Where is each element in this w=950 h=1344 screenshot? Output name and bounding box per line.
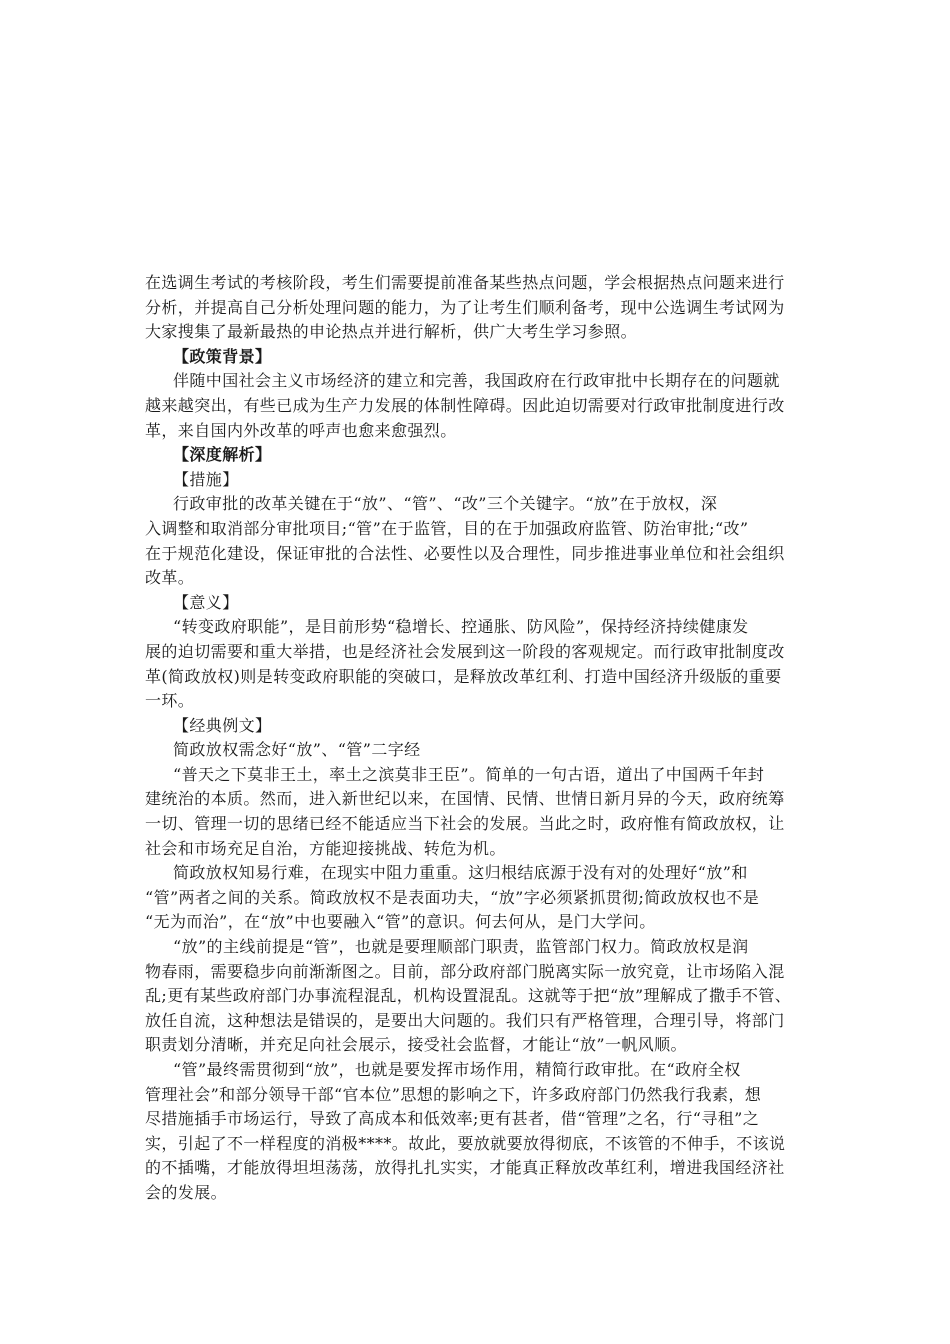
text-line: 革(简政放权)则是转变政府职能的突破口，是释放改革红利、打造中国经济升级版的重要 [145, 666, 782, 686]
text-line: 分析，并提高自己分析处理问题的能力，为了让考生们顺利备考，现中公选调生考试网为 [145, 297, 785, 317]
text-line: 伴随中国社会主义市场经济的建立和完善，我国政府在行政审批中长期存在的问题就 [173, 371, 780, 391]
text-line: 职责划分清晰，并充足向社会展示，接受社会监督，才能让“放”一帆风顺。 [145, 1035, 687, 1055]
text-line: 实，引起了不一样程度的消极****。故此，要放就要放得彻底，不该管的不伸手，不该说 [145, 1133, 786, 1153]
text-line: 会的发展。 [145, 1182, 228, 1202]
text-line: 社会和市场充足自治，方能迎接挑战、转危为机。 [145, 838, 506, 858]
text-line: 大家搜集了最新最热的申论热点并进行解析，供广大考生学习参照。 [145, 322, 638, 342]
text-line: 一环。 [145, 691, 195, 711]
text-line: 管理社会”和部分领导干部“官本位”思想的影响之下，许多政府部门仍然我行我素，想 [145, 1084, 762, 1104]
text-line: “无为而治”，在“放”中也要融入“管”的意识。何去何从，是门大学问。 [145, 912, 656, 932]
text-line: 建统治的本质。然而，进入新世纪以来，在国情、民情、世情日新月异的今天，政府统筹 [145, 789, 785, 809]
text-line: “管”两者之间的关系。简政放权不是表面功夫，“放”字必须紧抓贯彻;简政放权也不是 [145, 887, 760, 907]
text-line: 【措施】 [173, 469, 239, 489]
text-line: 的不插嘴，才能放得坦坦荡荡，放得扎扎实实，才能真正释放改革红利，增进我国经济社 [145, 1158, 785, 1178]
text-line: 在选调生考试的考核阶段，考生们需要提前准备某些热点问题，学会根据热点问题来进行 [145, 273, 785, 292]
text-line: “普天之下莫非王土，率土之滨莫非王臣”。简单的一句古语，道出了中国两千年封 [173, 764, 765, 784]
text-line: 尽措施插手市场运行，导致了高成本和低效率;更有甚者，借“管理”之名，行“寻租”之 [145, 1109, 760, 1129]
text-line: 物春雨，需要稳步向前渐渐图之。目前，部分政府部门脱离实际一放究竟，让市场陷入混 [145, 961, 785, 981]
section-heading: 【政策背景】 [173, 346, 272, 366]
text-line: 简政放权知易行难，在现实中阻力重重。这归根结底源于没有对的处理好“放”和 [173, 863, 748, 883]
text-line: “管”最终需贯彻到“放”，也就是要发挥市场作用，精简行政审批。在“政府全权 [173, 1060, 741, 1079]
text-line: 入调整和取消部分审批项目;“管”在于监管，目的在于加强政府监管、防治审批;“改” [145, 518, 749, 538]
document-body [145, 271, 810, 1206]
text-line: 行政审批的改革关键在于“放”、“管”、“改”三个关键字。“放”在于放权，深 [173, 494, 718, 514]
text-line: 【意义】 [173, 592, 239, 612]
text-line: 展的迫切需要和重大举措，也是经济社会发展到这一阶段的客观规定。而行政审批制度改 [145, 641, 785, 661]
text-line: 越来越突出，有些已成为生产力发展的体制性障碍。因此迫切需要对行政审批制度进行改 [145, 395, 785, 415]
text-line: “转变政府职能”，是目前形势“稳增长、控通胀、防风险”，保持经济持续健康发 [173, 617, 749, 637]
text-line: “放”的主线前提是“管”，也就是要理顺部门职责，监管部门权力。简政放权是润 [173, 937, 749, 957]
text-line: 简政放权需念好“放”、“管”二字经 [173, 740, 421, 760]
section-heading: 【深度解析】 [173, 445, 272, 465]
text-line: 革，来自国内外改革的呼声也愈来愈强烈。 [145, 420, 457, 440]
text-line: 一切、管理一切的思绪已经不能适应当下社会的发展。当此之时，政府惟有简政放权，让 [145, 814, 785, 834]
text-line: 放任自流，这种想法是错误的，是要出大问题的。我们只有严格管理，合理引导，将部门 [145, 1010, 785, 1030]
text-line: 乱;更有某些政府部门办事流程混乱，机构设置混乱。这就等于把“放”理解成了撒手不管、 [145, 986, 792, 1006]
text-line: 【经典例文】 [173, 715, 272, 735]
text-line: 在于规范化建设，保证审批的合法性、必要性以及合理性，同步推进事业单位和社会组织 [145, 543, 785, 563]
text-line: 改革。 [145, 568, 195, 588]
